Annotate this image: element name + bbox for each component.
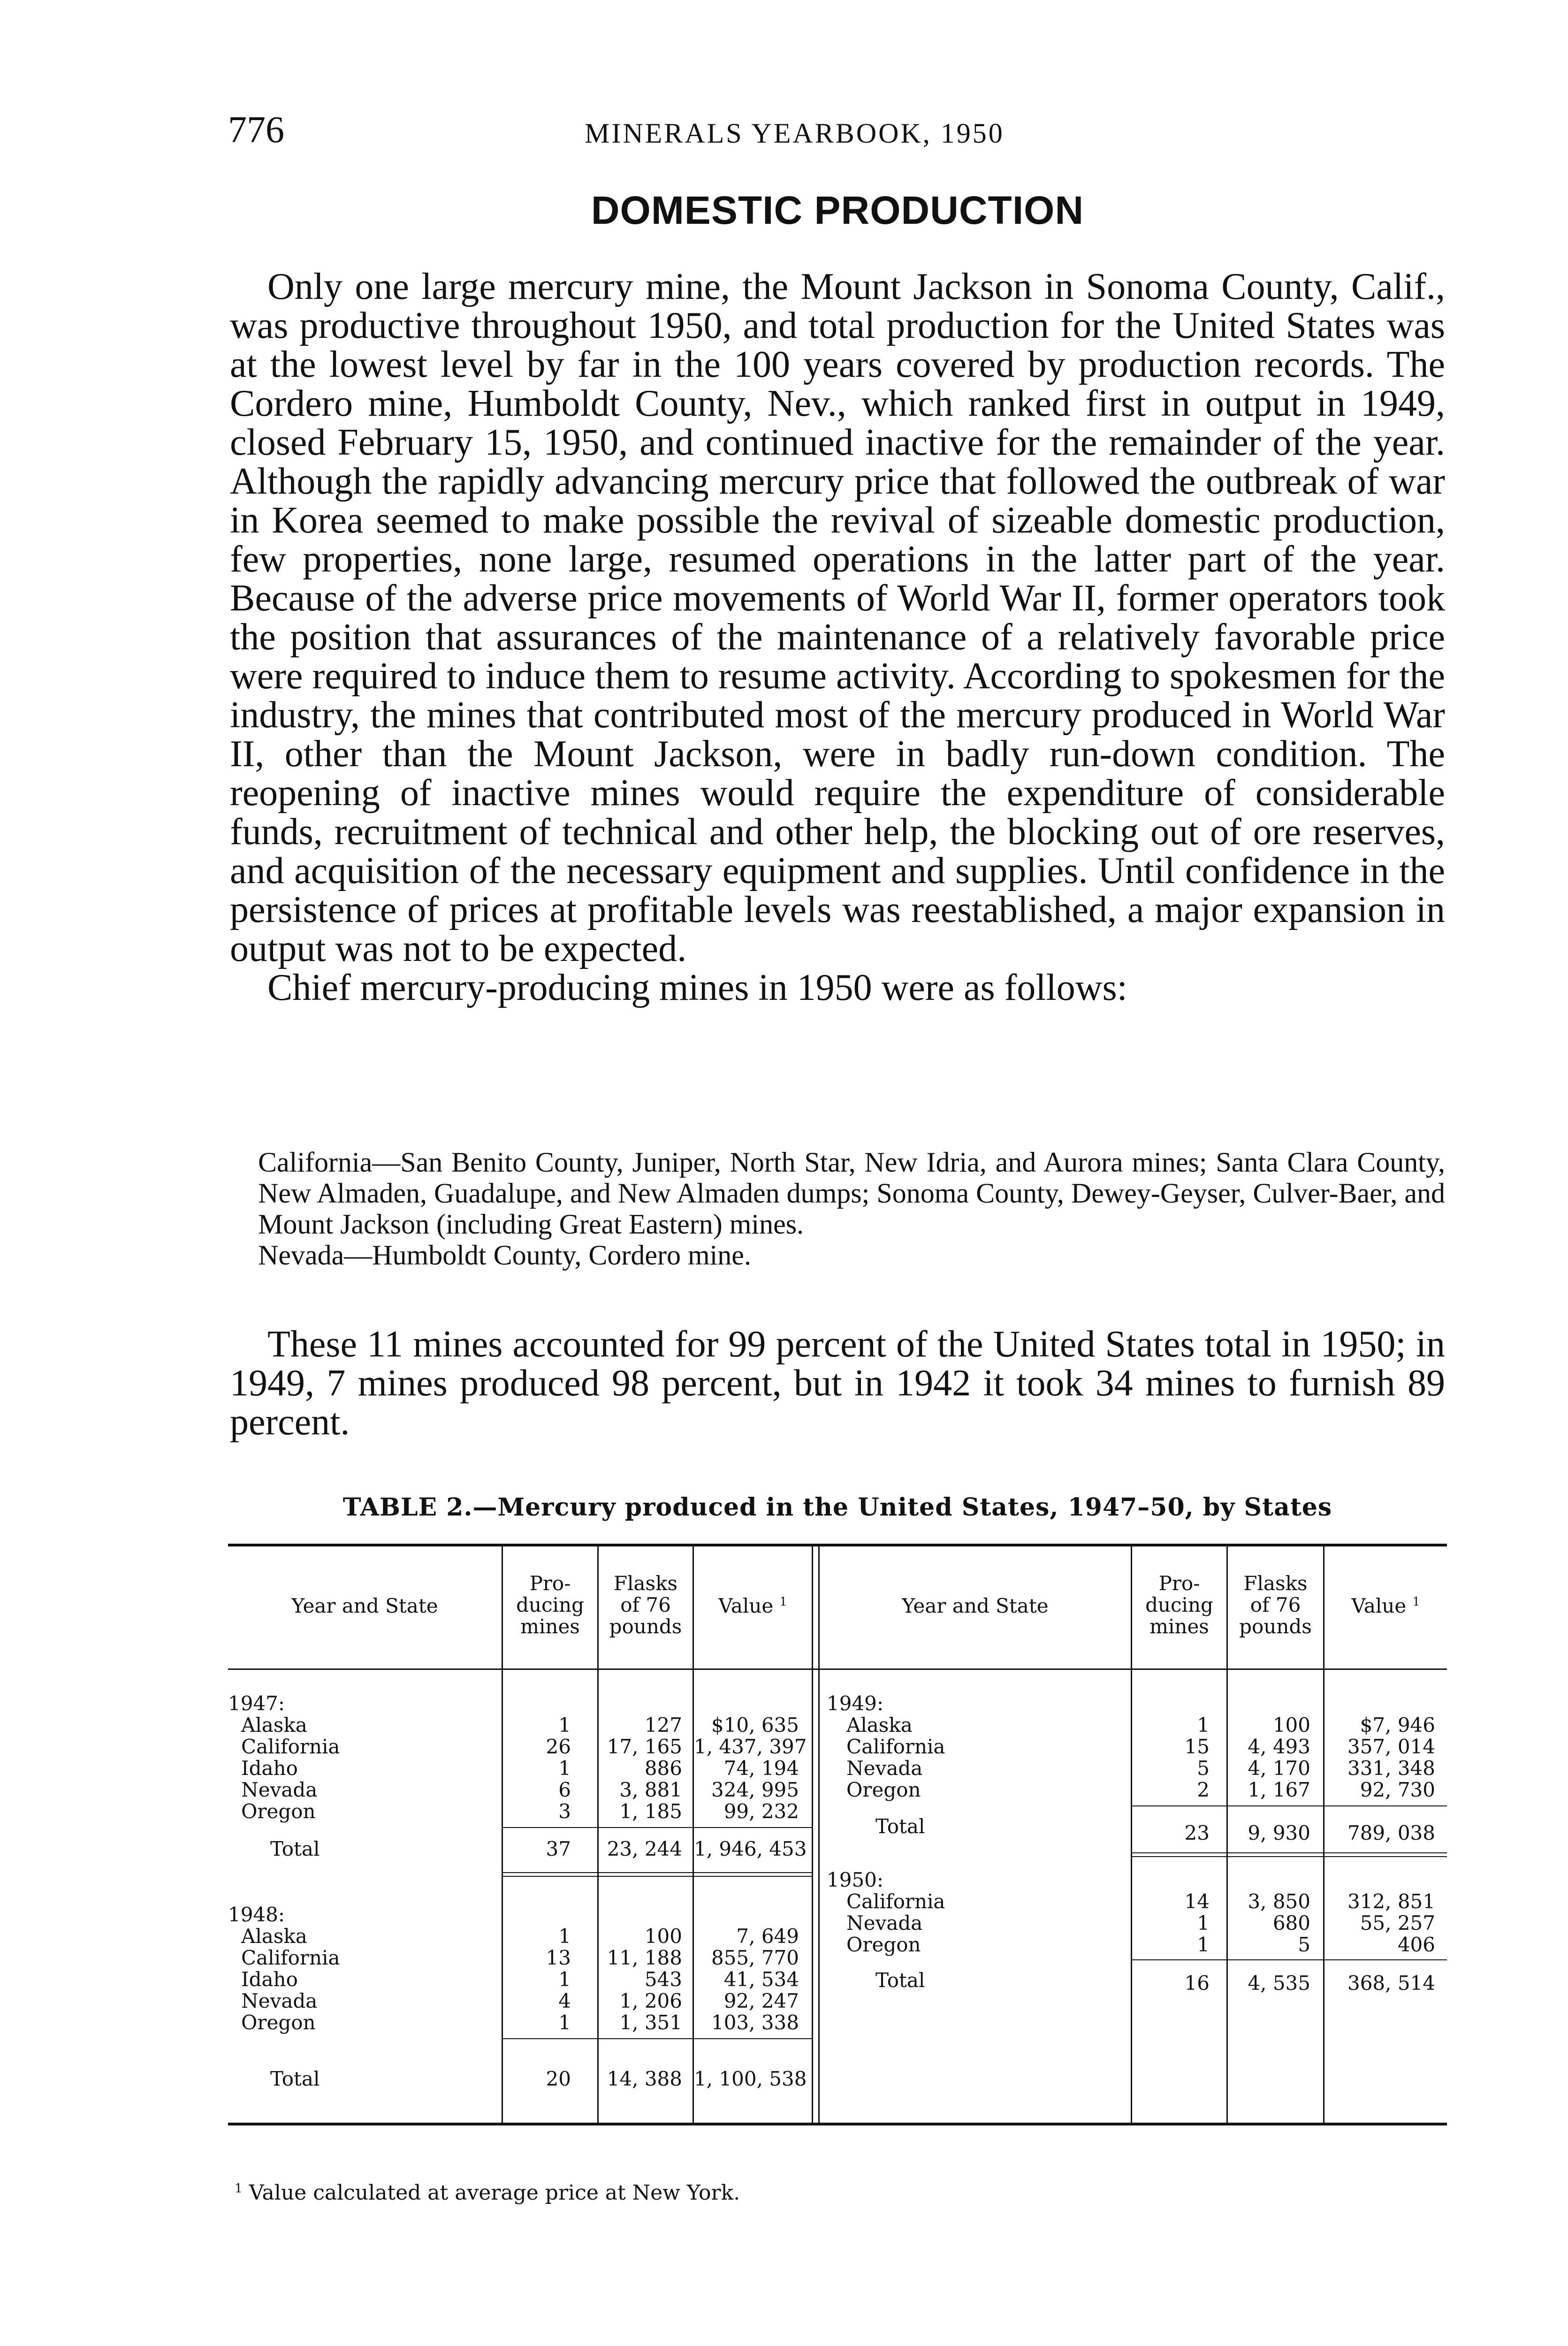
total-label: Total — [875, 1815, 925, 1838]
total-label: Total — [270, 1837, 320, 1860]
value-cell: 406 — [1397, 1933, 1435, 1956]
total-mines: 37 — [546, 1837, 571, 1860]
mines-cell: 1 — [1197, 1714, 1210, 1737]
value-cell: 324, 995 — [711, 1778, 799, 1801]
value-cell: $7, 946 — [1360, 1714, 1435, 1737]
value-cell: 103, 338 — [711, 2011, 799, 2034]
flasks-cell: 17, 165 — [607, 1735, 682, 1758]
state-label: California — [846, 1890, 945, 1913]
column-rule-double — [812, 1546, 813, 2123]
flasks-cell: 1, 167 — [1248, 1778, 1310, 1801]
state-label: Nevada — [241, 1989, 318, 2012]
paragraph-summary — [230, 1325, 1445, 1442]
header-year-state: Year and State — [902, 1594, 1049, 1617]
header-value: Value $^1$ — [1351, 1594, 1420, 1617]
total-value: 789, 038 — [1347, 1821, 1435, 1844]
value-cell: $10, 635 — [711, 1714, 799, 1737]
state-label: Oregon — [846, 1778, 921, 1801]
mines-cell: 1 — [558, 1925, 571, 1948]
value-cell: 92, 730 — [1360, 1778, 1435, 1801]
value-cell: 99, 232 — [723, 1800, 799, 1823]
flasks-cell: 100 — [1272, 1714, 1310, 1737]
table-footnote — [235, 2181, 740, 2205]
footnote-mark: 1 — [235, 2181, 243, 2196]
state-label: Idaho — [241, 1757, 298, 1780]
flasks-cell: 886 — [644, 1757, 682, 1780]
mines-cell: 1 — [558, 2011, 571, 2034]
section-title: DOMESTIC PRODUCTION — [591, 188, 1084, 232]
footnote-text: Value calculated at average price at New York. — [249, 2181, 740, 2205]
value-cell: 1, 437, 397 — [694, 1735, 807, 1758]
value-cell: 312, 851 — [1347, 1890, 1435, 1913]
paragraph-text: These 11 mines accounted for 99 percent of the United States total in 1950; in 1949, 7 mines produced 98 percent, but in 1942 it took 34 mines to furnish 89 percent. — [230, 1324, 1445, 1443]
paragraph-text: Chief mercury-producing mines in 1950 were as follows: — [267, 967, 1127, 1008]
page-number: 776 — [228, 109, 284, 151]
mines-cell: 3 — [558, 1800, 571, 1823]
mines-cell: 1 — [558, 1757, 571, 1780]
flasks-cell: 1, 206 — [619, 1989, 682, 2012]
header-year-state: Year and State — [291, 1594, 438, 1617]
total-flasks: 23, 244 — [607, 1837, 682, 1860]
year-label: 1948: — [228, 1903, 285, 1926]
total-double-rule — [503, 1872, 812, 1873]
mercury-production-table — [228, 1544, 1447, 2125]
state-label: California — [241, 1946, 340, 1969]
flasks-cell: 4, 170 — [1248, 1757, 1310, 1780]
mines-cell: 5 — [1197, 1757, 1210, 1780]
value-cell: 357, 014 — [1347, 1735, 1435, 1758]
state-label: Oregon — [241, 1800, 316, 1823]
mines-list-california: California—San Benito County, Juniper, North Star, New Idria, and Aurora mines; Santa Clara County, New Almaden, Guadalupe, and New Almaden dumps; Sonoma County, Dewey-Geyser, Culver-Baer, and Mount Jackson (including Great Eastern) mines. — [258, 1147, 1445, 1240]
state-label: Alaska — [846, 1714, 913, 1737]
state-label: Idaho — [241, 1968, 298, 1991]
total-label: Total — [875, 1969, 925, 1992]
mines-cell: 6 — [558, 1778, 571, 1801]
year-label: 1947: — [228, 1692, 285, 1715]
running-head: MINERALS YEARBOOK, 1950 — [585, 118, 1005, 149]
mines-cell: 1 — [1197, 1933, 1210, 1956]
state-label: Alaska — [241, 1714, 307, 1737]
total-flasks: 4, 535 — [1248, 1972, 1310, 1995]
state-label: Nevada — [846, 1757, 923, 1780]
column-rule-double — [818, 1546, 820, 2123]
subtotal-rule — [503, 2038, 812, 2039]
value-cell: 74, 194 — [723, 1757, 799, 1780]
total-value: 368, 514 — [1347, 1972, 1435, 1995]
total-mines: 23 — [1184, 1821, 1210, 1844]
state-label: California — [846, 1735, 945, 1758]
header-flasks: Flasks of 76 pounds — [609, 1572, 682, 1638]
total-mines: 16 — [1184, 1972, 1210, 1995]
mines-cell: 1 — [558, 1968, 571, 1991]
flasks-cell: 3, 850 — [1248, 1890, 1310, 1913]
flasks-cell: 680 — [1272, 1912, 1310, 1935]
total-value: 1, 946, 453 — [694, 1837, 807, 1860]
value-cell: 92, 247 — [723, 1989, 799, 2012]
total-flasks: 14, 388 — [607, 2067, 682, 2090]
mines-cell: 1 — [1197, 1912, 1210, 1935]
header-value: Value $^1$ — [718, 1594, 787, 1617]
total-label: Total — [270, 2067, 320, 2090]
state-label: Nevada — [241, 1778, 318, 1801]
table-top-rule — [228, 1544, 1447, 1546]
subtotal-rule — [1132, 1805, 1447, 1806]
state-label: Nevada — [846, 1912, 923, 1935]
total-double-rule — [1132, 1856, 1447, 1857]
page-header — [228, 109, 1447, 156]
state-label: Oregon — [846, 1933, 921, 1956]
value-cell: 55, 257 — [1360, 1912, 1435, 1935]
total-double-rule — [1132, 1852, 1447, 1853]
mines-cell: 1 — [558, 1714, 571, 1737]
flasks-cell: 3, 881 — [619, 1778, 682, 1801]
mines-cell: 14 — [1184, 1890, 1210, 1913]
value-cell: 41, 534 — [723, 1968, 799, 1991]
header-bottom-rule — [228, 1668, 1447, 1670]
total-double-rule — [503, 1876, 812, 1877]
state-label: California — [241, 1735, 340, 1758]
header-mines: Pro- ducing mines — [1145, 1572, 1213, 1638]
flasks-cell: 127 — [644, 1714, 682, 1737]
paragraph-intro — [230, 267, 1445, 1007]
header-flasks: Flasks of 76 pounds — [1239, 1572, 1312, 1638]
flasks-cell: 4, 493 — [1248, 1735, 1310, 1758]
mines-cell: 2 — [1197, 1778, 1210, 1801]
total-flasks: 9, 930 — [1248, 1821, 1310, 1844]
mines-cell: 26 — [546, 1735, 571, 1758]
total-mines: 20 — [546, 2067, 571, 2090]
mines-list — [258, 1147, 1445, 1271]
year-label: 1949: — [827, 1692, 884, 1715]
value-cell: 331, 348 — [1347, 1757, 1435, 1780]
state-label: Alaska — [241, 1925, 307, 1948]
header-mines: Pro- ducing mines — [516, 1572, 584, 1638]
flasks-cell: 1, 185 — [619, 1800, 682, 1823]
flasks-cell: 1, 351 — [619, 2011, 682, 2034]
table-bottom-rule — [228, 2123, 1447, 2125]
mines-list-nevada: Nevada—Humboldt County, Cordero mine. — [258, 1240, 751, 1271]
flasks-cell: 543 — [644, 1968, 682, 1991]
subtotal-rule — [1132, 1959, 1447, 1960]
state-label: Oregon — [241, 2011, 316, 2034]
flasks-cell: 11, 188 — [607, 1946, 682, 1969]
paragraph-text: Only one large mercury mine, the Mount Jackson in Sonoma County, Calif., was productive throughout 1950, and total production for the United States was at the lowest level by far in the 100 years covered by production records. The Cordero mine, Humboldt County, Nev., which ranked first in output in 1949, closed February 15, 1950, and continued inactive for the remainder of the year. Although the rapidly advancing mercury price that followed the outbreak of war in Korea seemed to make possible the revival of sizeable domestic production, few properties, none large, resumed operations in the latter part of the year. Because of the adverse price movements of World War II, former operators took the position that assurances of the maintenance of a relatively favorable price were required to induce them to resume activity. According to spokesmen for the industry, the mines that contributed most of the mercury produced in World War II, other than the Mount Jackson, were in badly run-down condition. The reopening of inactive mines would require the expenditure of considerable funds, recruitment of technical and other help, the blocking out of ore reserves, and acquisition of the necessary equipment and supplies. Until confidence in the persistence of prices at profitable levels was reestablished, a major expansion in output was not to be expected. — [230, 266, 1445, 969]
mines-cell: 15 — [1184, 1735, 1210, 1758]
mines-cell: 4 — [558, 1989, 571, 2012]
value-cell: 855, 770 — [711, 1946, 799, 1969]
year-label: 1950: — [827, 1868, 884, 1891]
total-value: 1, 100, 538 — [694, 2067, 807, 2090]
flasks-cell: 5 — [1298, 1933, 1310, 1956]
value-cell: 7, 649 — [736, 1925, 799, 1948]
flasks-cell: 100 — [644, 1925, 682, 1948]
subtotal-rule — [503, 1827, 812, 1828]
table-title: TABLE 2.—Mercury produced in the United States, 1947–50, by States — [343, 1493, 1332, 1522]
column-rule — [693, 1546, 694, 2123]
mines-cell: 13 — [546, 1946, 571, 1969]
